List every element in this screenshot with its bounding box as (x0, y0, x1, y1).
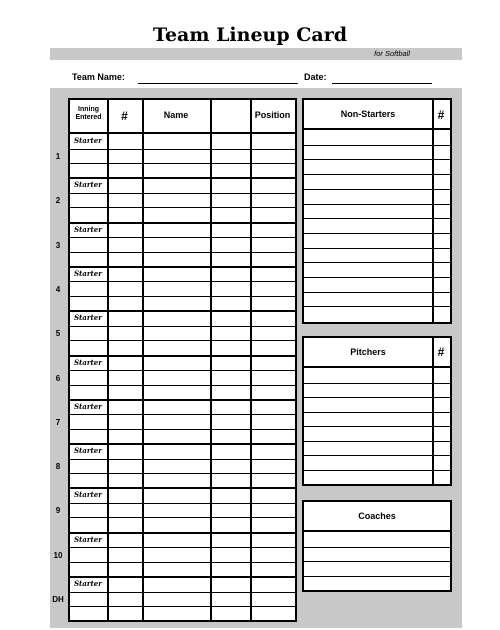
starter-label: Starter (74, 446, 102, 456)
batting-order-number: 1 (55, 152, 61, 161)
starter-label: Starter (74, 579, 102, 588)
starter-label: Starter (74, 313, 102, 323)
grid-line (70, 414, 295, 415)
grid-line (304, 455, 450, 456)
starter-label: Starter (74, 401, 102, 411)
starter-label: Starter (74, 490, 102, 500)
grid-line (304, 441, 450, 442)
grid-line (70, 132, 295, 134)
coaches-table (302, 500, 452, 592)
non-starters-number-header: # (437, 108, 445, 122)
pitchers-table (302, 336, 452, 486)
grid-line (304, 590, 450, 591)
page-title: Team Lineup Card (153, 24, 347, 46)
grid-line (304, 174, 450, 175)
grid-line (70, 429, 295, 430)
team-name-field[interactable] (138, 83, 298, 84)
grid-line (304, 277, 450, 278)
grid-line (70, 487, 295, 489)
number-header: # (121, 109, 128, 123)
grid-line (304, 426, 450, 427)
grid-line (70, 252, 295, 253)
subtitle: for Softball (374, 49, 410, 58)
grid-line (70, 310, 295, 312)
grid-line (304, 248, 450, 249)
grid-line (70, 355, 295, 357)
grid-line (70, 149, 295, 150)
date-field[interactable] (332, 83, 432, 84)
grid-line (304, 412, 450, 413)
batting-order-number: 7 (55, 417, 61, 427)
lineup-table (52, 98, 297, 622)
grid-line (304, 262, 450, 263)
starter-label: Starter (74, 180, 102, 190)
non-starters-table (302, 98, 452, 324)
grid-line (70, 266, 295, 268)
starter-label: Starter (74, 357, 102, 367)
grid-line (432, 100, 434, 322)
grid-line (70, 473, 295, 474)
grid-line (70, 592, 295, 593)
team-name-label: Team Name: (72, 72, 125, 82)
inning-entered-header: Inning Entered (75, 106, 102, 121)
grid-line (70, 340, 295, 341)
name-header: Name (163, 110, 189, 120)
batting-order-number: 3 (55, 240, 61, 250)
grid-line (70, 326, 295, 327)
grid-line (304, 366, 450, 368)
position-header: Position (254, 110, 291, 120)
grid-line (304, 204, 450, 205)
grid-line (304, 159, 450, 160)
grid-line (70, 163, 295, 164)
grid-line (304, 233, 450, 234)
grid-line (70, 459, 295, 460)
grid-line (70, 281, 295, 282)
grid-line (70, 547, 295, 548)
lineup-card (50, 88, 462, 628)
batting-order-number: 6 (55, 373, 61, 383)
starter-label: Starter (74, 136, 102, 145)
batting-order-number: 9 (55, 506, 61, 516)
grid-line (304, 470, 450, 471)
grid-line (70, 576, 295, 578)
batting-order-number: 5 (55, 329, 61, 339)
grid-line (70, 443, 295, 445)
grid-line (70, 193, 295, 194)
grid-line (304, 145, 450, 146)
grid-line (304, 530, 450, 532)
grid-line (304, 306, 450, 307)
grid-line (304, 547, 450, 548)
grid-line (70, 385, 295, 386)
grid-line (70, 503, 295, 504)
starter-label: Starter (74, 268, 102, 278)
grid-line (70, 207, 295, 208)
grid-line (304, 397, 450, 398)
starter-label: Starter (74, 534, 102, 544)
date-label: Date: (304, 72, 327, 82)
grid-line (70, 222, 295, 224)
batting-order-number: 4 (55, 284, 61, 294)
batting-order-number: 2 (55, 196, 61, 206)
coaches-title: Coaches (358, 511, 396, 521)
grid-line (70, 370, 295, 371)
grid-line (70, 177, 295, 179)
pitchers-title: Pitchers (350, 347, 386, 357)
grid-line (304, 576, 450, 577)
grid-line (304, 292, 450, 293)
grid-line (70, 517, 295, 518)
grid-line (304, 189, 450, 190)
starter-label: Starter (74, 224, 102, 234)
grid-line (304, 218, 450, 219)
batting-order-number: 8 (55, 462, 61, 472)
grid-line (70, 562, 295, 563)
batting-order-number: DH (52, 595, 64, 604)
grid-line (70, 296, 295, 297)
grid-line (304, 383, 450, 384)
batting-order-number: 10 (53, 550, 63, 560)
grid-line (70, 606, 295, 607)
grid-line (304, 561, 450, 562)
grid-line (70, 399, 295, 401)
grid-line (304, 128, 450, 130)
non-starters-title: Non-Starters (340, 109, 396, 119)
grid-line (70, 532, 295, 534)
pitchers-number-header: # (437, 345, 445, 359)
grid-line (70, 237, 295, 238)
